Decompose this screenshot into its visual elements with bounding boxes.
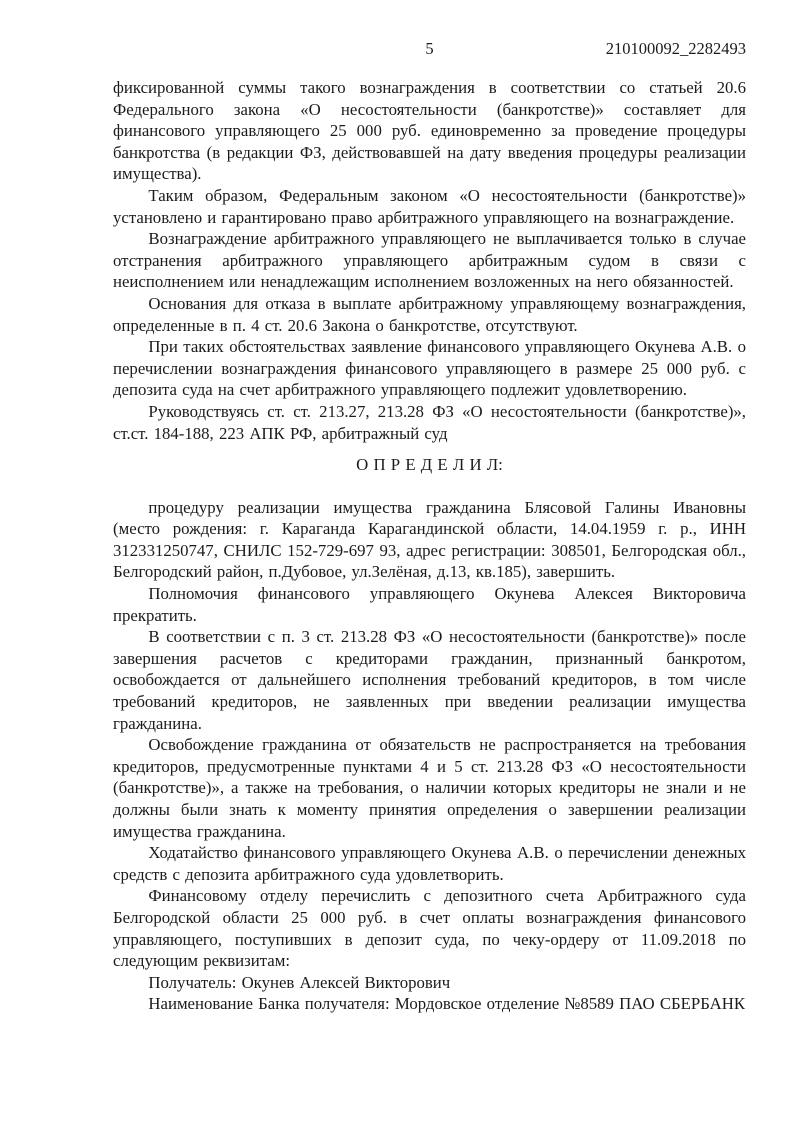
paragraph: Ходатайство финансового управляющего Окунева А.В. о перечислении денежных средств с депозита арбитражного суда удовлетворить.: [113, 843, 746, 884]
paragraph: При таких обстоятельствах заявление финансового управляющего Окунева А.В. о перечислении вознаграждения финансового управляющего в размере 25 000 руб. с депозита суда на счет арбитражного управляющего подлежит удовлетворению.: [113, 337, 746, 400]
paragraph: процедуру реализации имущества гражданина Блясовой Галины Ивановны (место рождения: г. Караганда Карагандинской области, 14.04.1959 г. р., ИНН 312331250747, СНИЛС 152-729-697 93, адрес регистрации: 308501, Белгородская обл., Белгородский район, п.Дубовое, ул.Зелёная, д.13, кв.185), завершить.: [113, 497, 746, 582]
ruling-heading: О П Р Е Д Е Л И Л:: [356, 455, 503, 475]
paragraph: Таким образом, Федеральным законом «О несостоятельности (банкротстве)» установлено и гарантировано право арбитражного управляющего на вознаграждение.: [113, 185, 746, 227]
paragraph: Полномочия финансового управляющего Окунева Алексея Викторовича прекратить.: [113, 584, 746, 625]
paragraph: Получатель: Окунев Алексей Викторович: [148, 972, 451, 992]
document-code: 210100092_2282493: [605, 39, 746, 58]
document-body: [113, 77, 746, 1015]
paragraph: Вознаграждение арбитражного управляющего не выплачивается только в случае отстранения арбитражного управляющего арбитражным судом в связи с неисполнением или ненадлежащим исполнением возложенных на него обязанностей.: [113, 229, 746, 292]
page-number: 5: [425, 39, 434, 58]
paragraph: фиксированной суммы такого вознаграждения в соответствии со статьей 20.6 Федерального закона «О несостоятельности (банкротстве)» составляет для финансового управляющего 25 000 руб. единовременно за проведение процедуры банкротства (в редакции ФЗ, действовавшей на дату введения процедуры реализации имущества).: [113, 78, 746, 184]
paragraph: Наименование Банка получателя: Мордовское отделение №8589 ПАО СБЕРБАНК: [148, 994, 746, 1014]
paragraph: Финансовому отделу перечислить с депозитного счета Арбитражного суда Белгородской области 25 000 руб. в счет оплаты вознаграждения финансового управляющего, поступивших в депозит суда, по чеку-ордеру от 11.09.2018 по следующим реквизитам:: [113, 886, 746, 971]
paragraph: В соответствии с п. 3 ст. 213.28 ФЗ «О несостоятельности (банкротстве)» после завершения расчетов с кредиторами гражданин, признанный банкротом, освобождается от дальнейшего исполнения требований кредиторов, в том числе требований кредиторов, не заявленных при введении реализации имущества гражданина.: [113, 627, 746, 733]
paragraph: Основания для отказа в выплате арбитражному управляющему вознаграждения, определенные в п. 4 ст. 20.6 Закона о банкротстве, отсутствуют.: [113, 293, 746, 335]
paragraph: Освобождение гражданина от обязательств не распространяется на требования кредиторов, предусмотренные пунктами 4 и 5 ст. 213.28 ФЗ «О несостоятельности (банкротстве)», а также на требования, о наличии которых кредиторы не знали и не должны были знать к моменту принятия определения о завершении реализации имущества гражданина.: [113, 735, 746, 841]
paragraph: Руководствуясь ст. ст. 213.27, 213.28 ФЗ «О несостоятельности (банкротстве)», ст.ст. 184-188, 223 АПК РФ, арбитражный суд: [113, 401, 746, 443]
page-header: [113, 38, 746, 60]
